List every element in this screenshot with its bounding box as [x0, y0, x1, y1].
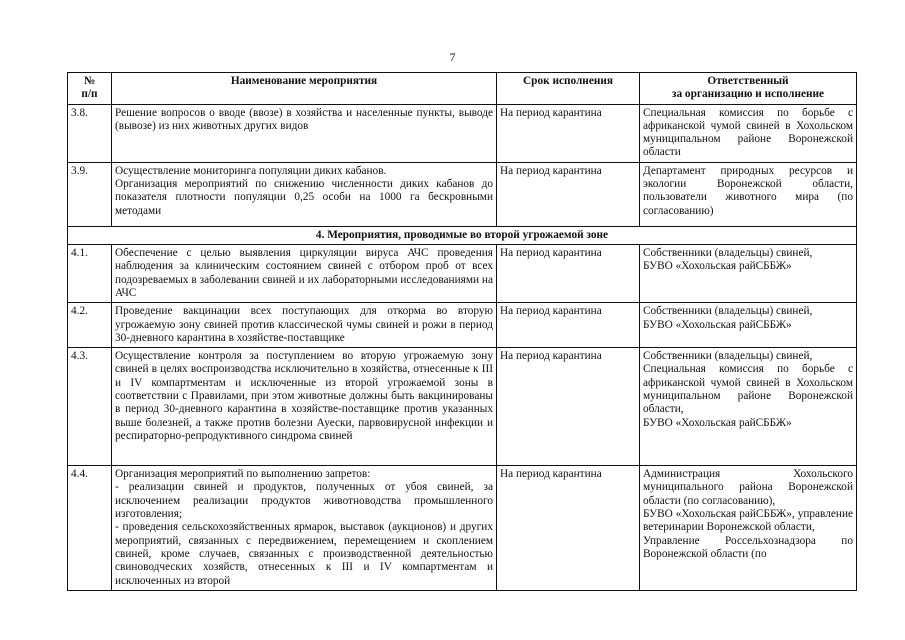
row-name: Решение вопросов о вводе (ввозе) в хозяйства и населенные пункты, выводе (вывозе) из них животных других видов [112, 104, 497, 162]
row-name: Обеспечение с целью выявления циркуляции вируса АЧС проведения наблюдения за клиническим состоянием свиней с отбором проб от всех подозреваемых в заболевании свиней и их лабораторными исследованиями на АЧС [112, 245, 497, 303]
row-responsible: Собственники (владельцы) свиней, Специальная комиссия по борьбе с африканской чумой свиней в Хохольском муниципальном районе Воронежской области, БУВО «Хохольская райСББЖ» [640, 348, 857, 466]
header-responsible: Ответственный за организацию и исполнение [640, 73, 857, 105]
row-number: 3.9. [68, 162, 112, 226]
table-row [68, 245, 857, 303]
table-row [68, 162, 857, 226]
measures-table [67, 72, 857, 591]
row-responsible: Департамент природных ресурсов и экологии Воронежской области, пользователи животного мира (по согласованию) [640, 162, 857, 226]
row-deadline: На период карантина [497, 245, 640, 303]
row-name: Осуществление контроля за поступлением во вторую угрожаемую зону свиней в целях воспроизводства исключительно в хозяйства, отнесенные к III и IV компартментам и исключенные из второй угрожаемой зоны в соответствии с Правилами, при этом животные должны быть вакцинированы в период 30-дневного карантина в хозяйстве-поставщике против указанных выше болезней, а также против болезни Ауески, парвовирусной инфекции и респираторно-репродуктивного синдрома свиней [112, 348, 497, 466]
header-number: № п/п [68, 73, 112, 105]
row-number: 4.4. [68, 466, 112, 591]
row-name: Осуществление мониторинга популяции диких кабанов. Организация мероприятий по снижению численности диких кабанов до показателя плотности популяции 0,25 особи на 1000 га бескровными методами [112, 162, 497, 226]
row-deadline: На период карантина [497, 466, 640, 591]
row-name: Проведение вакцинации всех поступающих для откорма во вторую угрожаемую зону свиней против классической чумы свиней и рожи в период 30-дневного карантина в хозяйстве-поставщике [112, 303, 497, 348]
row-deadline: На период карантина [497, 104, 640, 162]
section-row [68, 226, 857, 244]
row-responsible: Администрация Хохольского муниципального района Воронежской области (по согласованию), БУВО «Хохольская райСББЖ», управление ветеринарии Воронежской области, Управление Россельхознадзора по Воронежской области (по [640, 466, 857, 591]
row-number: 3.8. [68, 104, 112, 162]
table-row [68, 466, 857, 591]
row-deadline: На период карантина [497, 303, 640, 348]
row-responsible: Собственники (владельцы) свиней, БУВО «Хохольская райСББЖ» [640, 303, 857, 348]
table-row [68, 348, 857, 466]
page-number: 7 [449, 50, 456, 64]
section-title: 4. Мероприятия, проводимые во второй угрожаемой зоне [68, 226, 857, 244]
row-name: Организация мероприятий по выполнению запретов: - реализации свиней и продуктов, полученных от убоя свиней, за исключением реализации продуктов животноводства промышленного изготовления; - проведения сельскохозяйственных ярмарок, выставок (аукционов) и других мероприятий, связанных с передвижением, перемещением и скоплением свиней, кроме случаев, связанных с производственной деятельностью свиноводческих хозяйств, отнесенных к III и IV компартментам и исключенных из второй [112, 466, 497, 591]
row-responsible: Собственники (владельцы) свиней, БУВО «Хохольская райСББЖ» [640, 245, 857, 303]
header-name: Наименование мероприятия [112, 73, 497, 105]
table-header-row [68, 73, 857, 105]
row-number: 4.1. [68, 245, 112, 303]
row-deadline: На период карантина [497, 348, 640, 466]
table-row [68, 303, 857, 348]
row-responsible: Специальная комиссия по борьбе с африканской чумой свиней в Хохольском муниципальном районе Воронежской области [640, 104, 857, 162]
header-deadline: Срок исполнения [497, 73, 640, 105]
table-row [68, 104, 857, 162]
row-number: 4.2. [68, 303, 112, 348]
row-deadline: На период карантина [497, 162, 640, 226]
row-number: 4.3. [68, 348, 112, 466]
